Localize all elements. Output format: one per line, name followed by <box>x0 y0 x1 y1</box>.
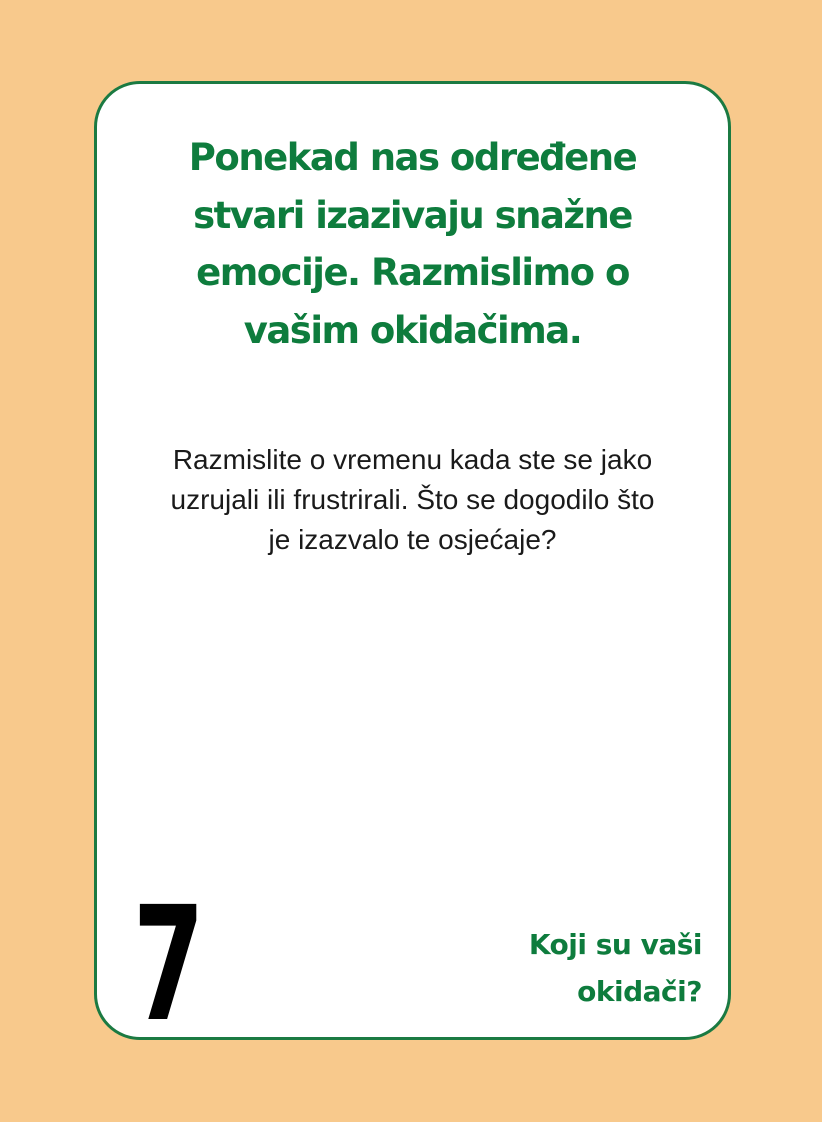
card-body-line: uzrujali ili frustrirali. Što se dogodilo što <box>170 484 655 515</box>
activity-card <box>94 81 731 1057</box>
card-question-line: okidači? <box>577 975 702 1008</box>
card-body-line: je izazvalo te osjećaje? <box>268 524 557 555</box>
card-title-line: vašim okidačima. <box>243 308 582 352</box>
card-question <box>529 921 702 1015</box>
card-number: 7 <box>133 873 205 1057</box>
card-body-line: Razmislite o vremenu kada ste se jako <box>172 444 653 475</box>
card-question-line: Koji su vaši <box>528 928 702 961</box>
card-body-text <box>117 440 708 560</box>
card-title <box>107 129 718 359</box>
card-title-line: Ponekad nas određene <box>188 136 637 179</box>
card-title-line: emocije. Razmislimo o <box>196 251 629 294</box>
card-title-line: stvari izazivaju snažne <box>193 193 632 237</box>
